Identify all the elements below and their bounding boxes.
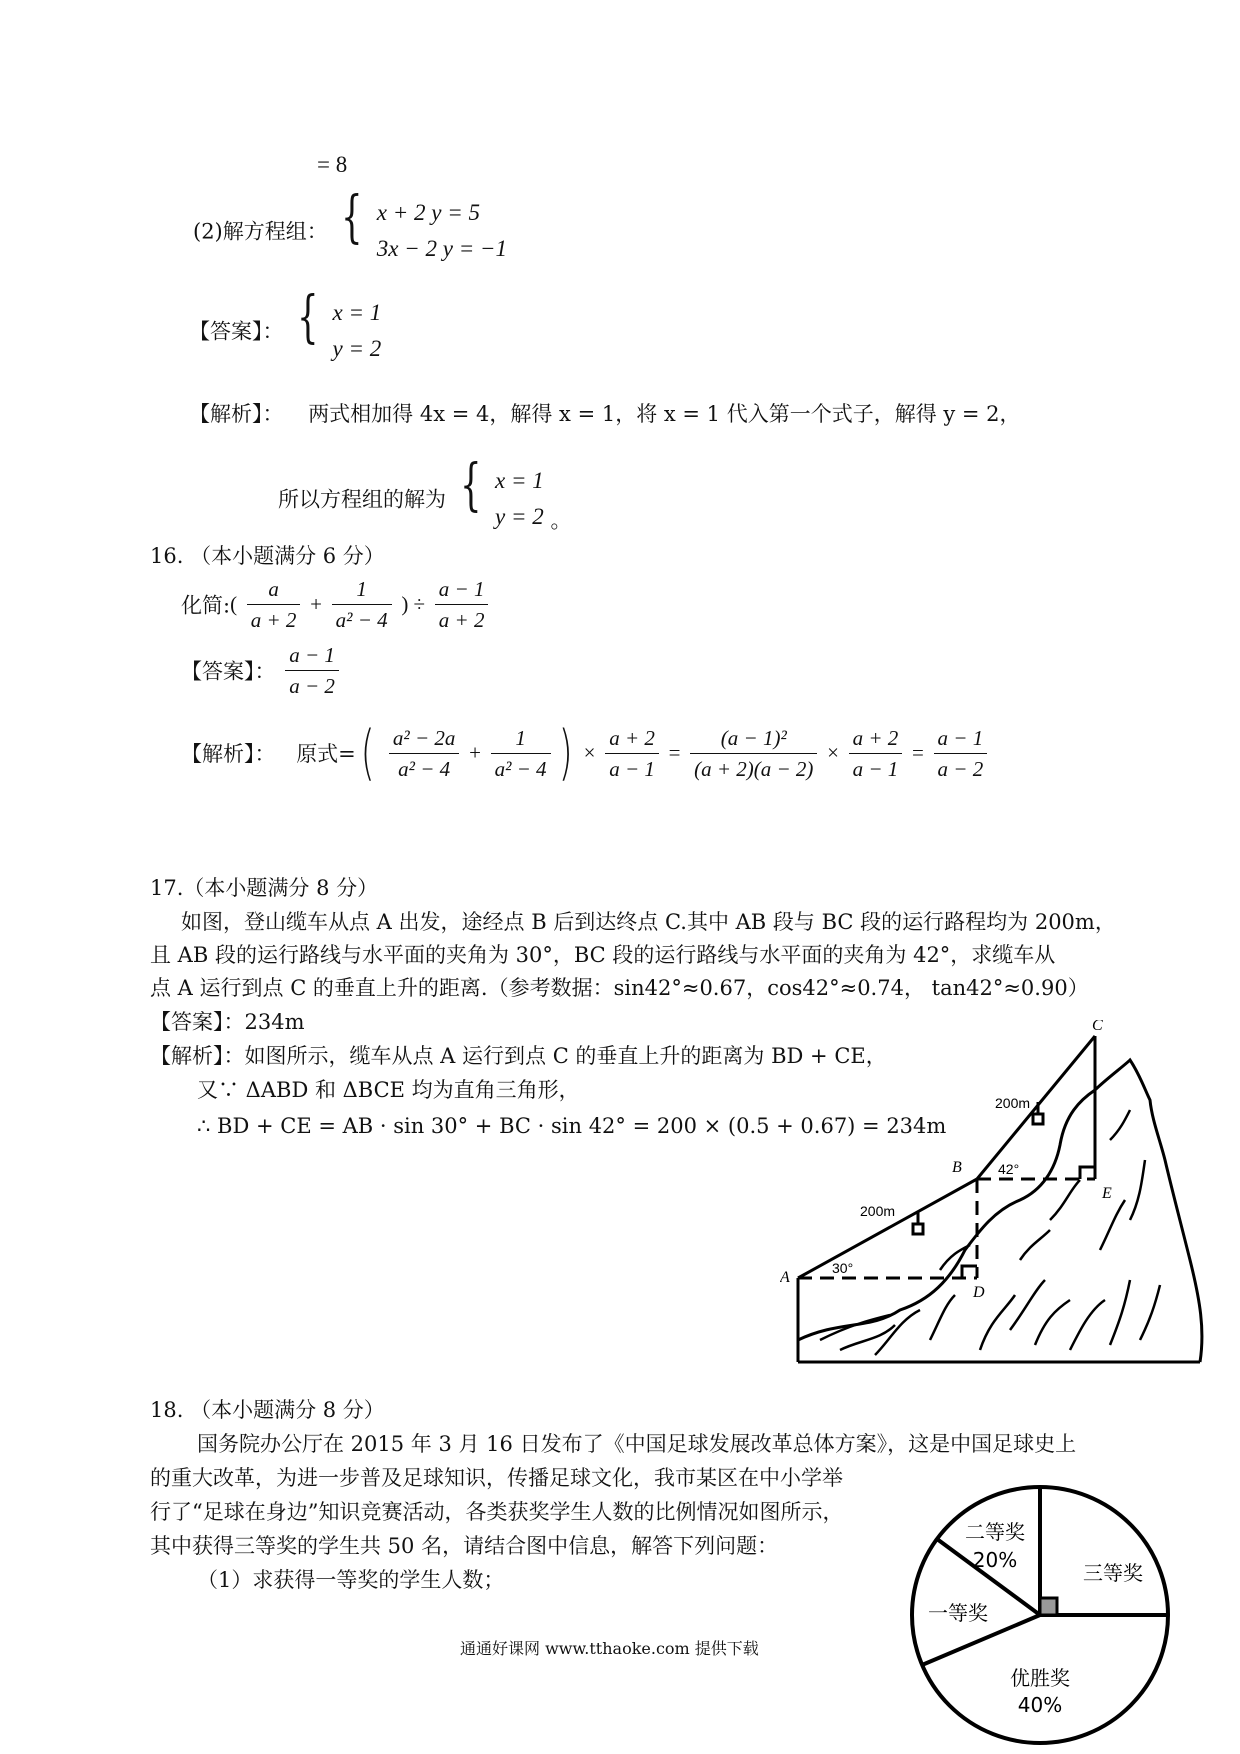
slice-label-second: 二等奖 <box>965 1520 1025 1544</box>
q16-header: 16. （本小题满分 6 分） <box>150 544 385 568</box>
angle-label: 42° <box>998 1161 1020 1177</box>
brace: { <box>297 285 319 350</box>
q17-analysis-line: 【解析】：如图所示，缆车从点 A 运行到点 C 的垂直上升的距离为 BD + CE， <box>150 1044 887 1068</box>
numerator: 1 <box>332 574 392 605</box>
q15-conclusion <box>278 453 572 535</box>
fraction <box>934 723 988 784</box>
point-label: D <box>973 1284 985 1301</box>
fraction <box>435 574 489 635</box>
q18-text-line: 的重大改革，为进一步普及足球知识，传播足球文化，我市某区在中小学举 <box>150 1466 843 1490</box>
fraction <box>491 723 551 784</box>
q15-analysis <box>189 398 1021 428</box>
equation-line: x = 1 <box>332 299 382 325</box>
right-angle-marker <box>962 1266 977 1278</box>
denominator: a² − 4 <box>494 756 547 781</box>
q18-text-line: 其中获得三等奖的学生共 50 名，请结合图中信息，解答下列问题： <box>150 1534 779 1558</box>
q17-answer: 【答案】：234m <box>150 1010 305 1034</box>
fraction <box>285 640 339 701</box>
denominator: a² − 4 <box>398 756 451 781</box>
brace: { <box>459 453 482 518</box>
q15-part2 <box>193 185 507 267</box>
equation-line: x = 1 <box>495 467 544 493</box>
numerator: 1 <box>491 723 551 754</box>
answer-label: 【答案】： <box>181 659 276 684</box>
point-label: B <box>952 1159 962 1176</box>
denominator: a − 1 <box>609 756 655 781</box>
right-angle-marker <box>1033 1114 1043 1124</box>
denominator: (a + 2)(a − 2) <box>694 756 814 781</box>
numerator: a − 1 <box>934 723 988 754</box>
length-label: 200m <box>860 1203 896 1219</box>
fraction <box>605 723 659 784</box>
q17-analysis-line: ∴ BD + CE = AB · sin 30° + BC · sin 42° = 200 × (0.5 + 0.67) = 234m <box>197 1114 947 1138</box>
analysis-text: 两式相加得 4x = 4，解得 x = 1，将 x = 1 代入第一个式子，解得 y = 2， <box>308 402 1021 426</box>
denominator: a − 1 <box>852 756 899 781</box>
equation-line: x + 2 y = 5 <box>376 199 480 225</box>
analysis-label: 【解析】： <box>189 402 284 426</box>
slice-label-first: 一等奖 <box>928 1601 988 1625</box>
denominator: a + 2 <box>250 608 297 632</box>
q17-text-line: 且 AB 段的运行路线与水平面的夹角为 30°，BC 段的运行路线与水平面的夹角为 42°，求缆车从 <box>150 943 1056 967</box>
conclusion-prefix: 所以方程组的解为 <box>278 487 446 512</box>
point-label: A <box>780 1269 790 1286</box>
simplify-label: 化简: <box>181 593 231 618</box>
numerator: a − 1 <box>435 574 489 605</box>
cable-car-figure <box>780 1020 1220 1380</box>
right-angle-marker <box>913 1224 923 1234</box>
numerator: a + 2 <box>605 723 659 754</box>
denominator: a − 2 <box>937 756 984 781</box>
slice-pct-second: 20% <box>972 1548 1018 1572</box>
answer-label: 【答案】： <box>189 319 284 344</box>
fraction <box>247 574 301 635</box>
slice-pct-excellent: 40% <box>1017 1693 1063 1717</box>
numerator: (a − 1)² <box>690 723 817 754</box>
conclusion-suffix: 。 <box>550 508 572 533</box>
q16-problem: 化简:( $\frac{a}{a + 2}$ + $\frac{1}{\text{a² − 4}}$ ) ÷ $\frac{a - 1}{a + 2}$ <box>181 574 491 635</box>
slice-label-excellent: 优胜奖 <box>1010 1666 1070 1690</box>
denominator: a² − 4 <box>335 608 388 632</box>
equals-eight: = 8 <box>317 152 348 177</box>
denominator: a + 2 <box>438 608 485 632</box>
equation-system <box>377 195 507 267</box>
orig-label: 原式= <box>296 742 356 766</box>
q18-text-line: 行了“足球在身边”知识竞赛活动，各类获奖学生人数的比例情况如图所示， <box>150 1500 844 1524</box>
angle-label: 30° <box>832 1260 854 1276</box>
award-pie-chart <box>900 1480 1180 1750</box>
fraction <box>332 574 392 635</box>
q18-header: 18. （本小题满分 8 分） <box>150 1398 385 1422</box>
part2-label: (2)解方程组： <box>193 219 328 244</box>
length-label: 200m <box>995 1095 1031 1111</box>
numerator: a² − 2a <box>389 723 459 754</box>
fraction <box>389 723 459 784</box>
segment-ab <box>798 1179 977 1278</box>
q17-text-line: 如图，登山缆车从点 A 出发，途经点 B 后到达终点 C.其中 AB 段与 BC 段的运行路程均为 200m， <box>181 910 1116 934</box>
right-angle-marker <box>1080 1167 1095 1179</box>
footer-credit: 通通好课网 www.tthaoke.com 提供下载 <box>460 1639 759 1658</box>
q18-text-line: 国务院办公厅在 2015 年 3 月 16 日发布了《中国足球发展改革总体方案》，这是中国足球史上 <box>197 1432 1077 1456</box>
conclusion-system <box>495 463 544 535</box>
numerator: a + 2 <box>849 723 903 754</box>
fraction <box>690 723 817 784</box>
point-label: E <box>1102 1185 1112 1202</box>
fraction <box>849 723 903 784</box>
q17-analysis-line: 又∵ ΔABD 和 ΔBCE 均为直角三角形， <box>197 1078 580 1102</box>
analysis-label: 【解析】： <box>181 742 276 766</box>
denominator: a − 2 <box>289 674 335 698</box>
equation-line: y = 2 <box>495 503 544 529</box>
q16-analysis: 【解析】： 原式=( $\frac{\text{a² − 2a}}{\text{a² − 4}}$ + $\frac{1}{\text{a² − 4}}$ ) × $\frac{a + 2}{a - 1}$ = $\frac{\text{(a − 1)²}}{(a + 2)(a - 2)}$ × $\frac{a + 2}{a - 1}$ = $\frac{a - 1}{a - 2}$ <box>181 718 990 788</box>
q16-answer <box>181 640 342 701</box>
slice-label-third: 三等奖 <box>1083 1561 1143 1585</box>
numerator: a − 1 <box>285 640 339 671</box>
right-angle-marker <box>1040 1598 1057 1615</box>
brace: { <box>341 185 363 250</box>
q17-header: 17.（本小题满分 8 分） <box>150 876 379 900</box>
numerator: a <box>247 574 301 605</box>
answer-system <box>333 295 382 367</box>
q15-answer <box>189 285 382 367</box>
equation-line: 3x − 2 y = −1 <box>376 235 507 261</box>
point-label: C <box>1092 1020 1103 1034</box>
q17-text-line: 点 A 运行到点 C 的垂直上升的距离.（参考数据：sin42°≈0.67，cos42°≈0.74， tan42°≈0.90） <box>150 976 1089 1000</box>
equation-line: y = 2 <box>332 335 382 361</box>
q18-text-line: （1）求获得一等奖的学生人数； <box>197 1568 505 1592</box>
